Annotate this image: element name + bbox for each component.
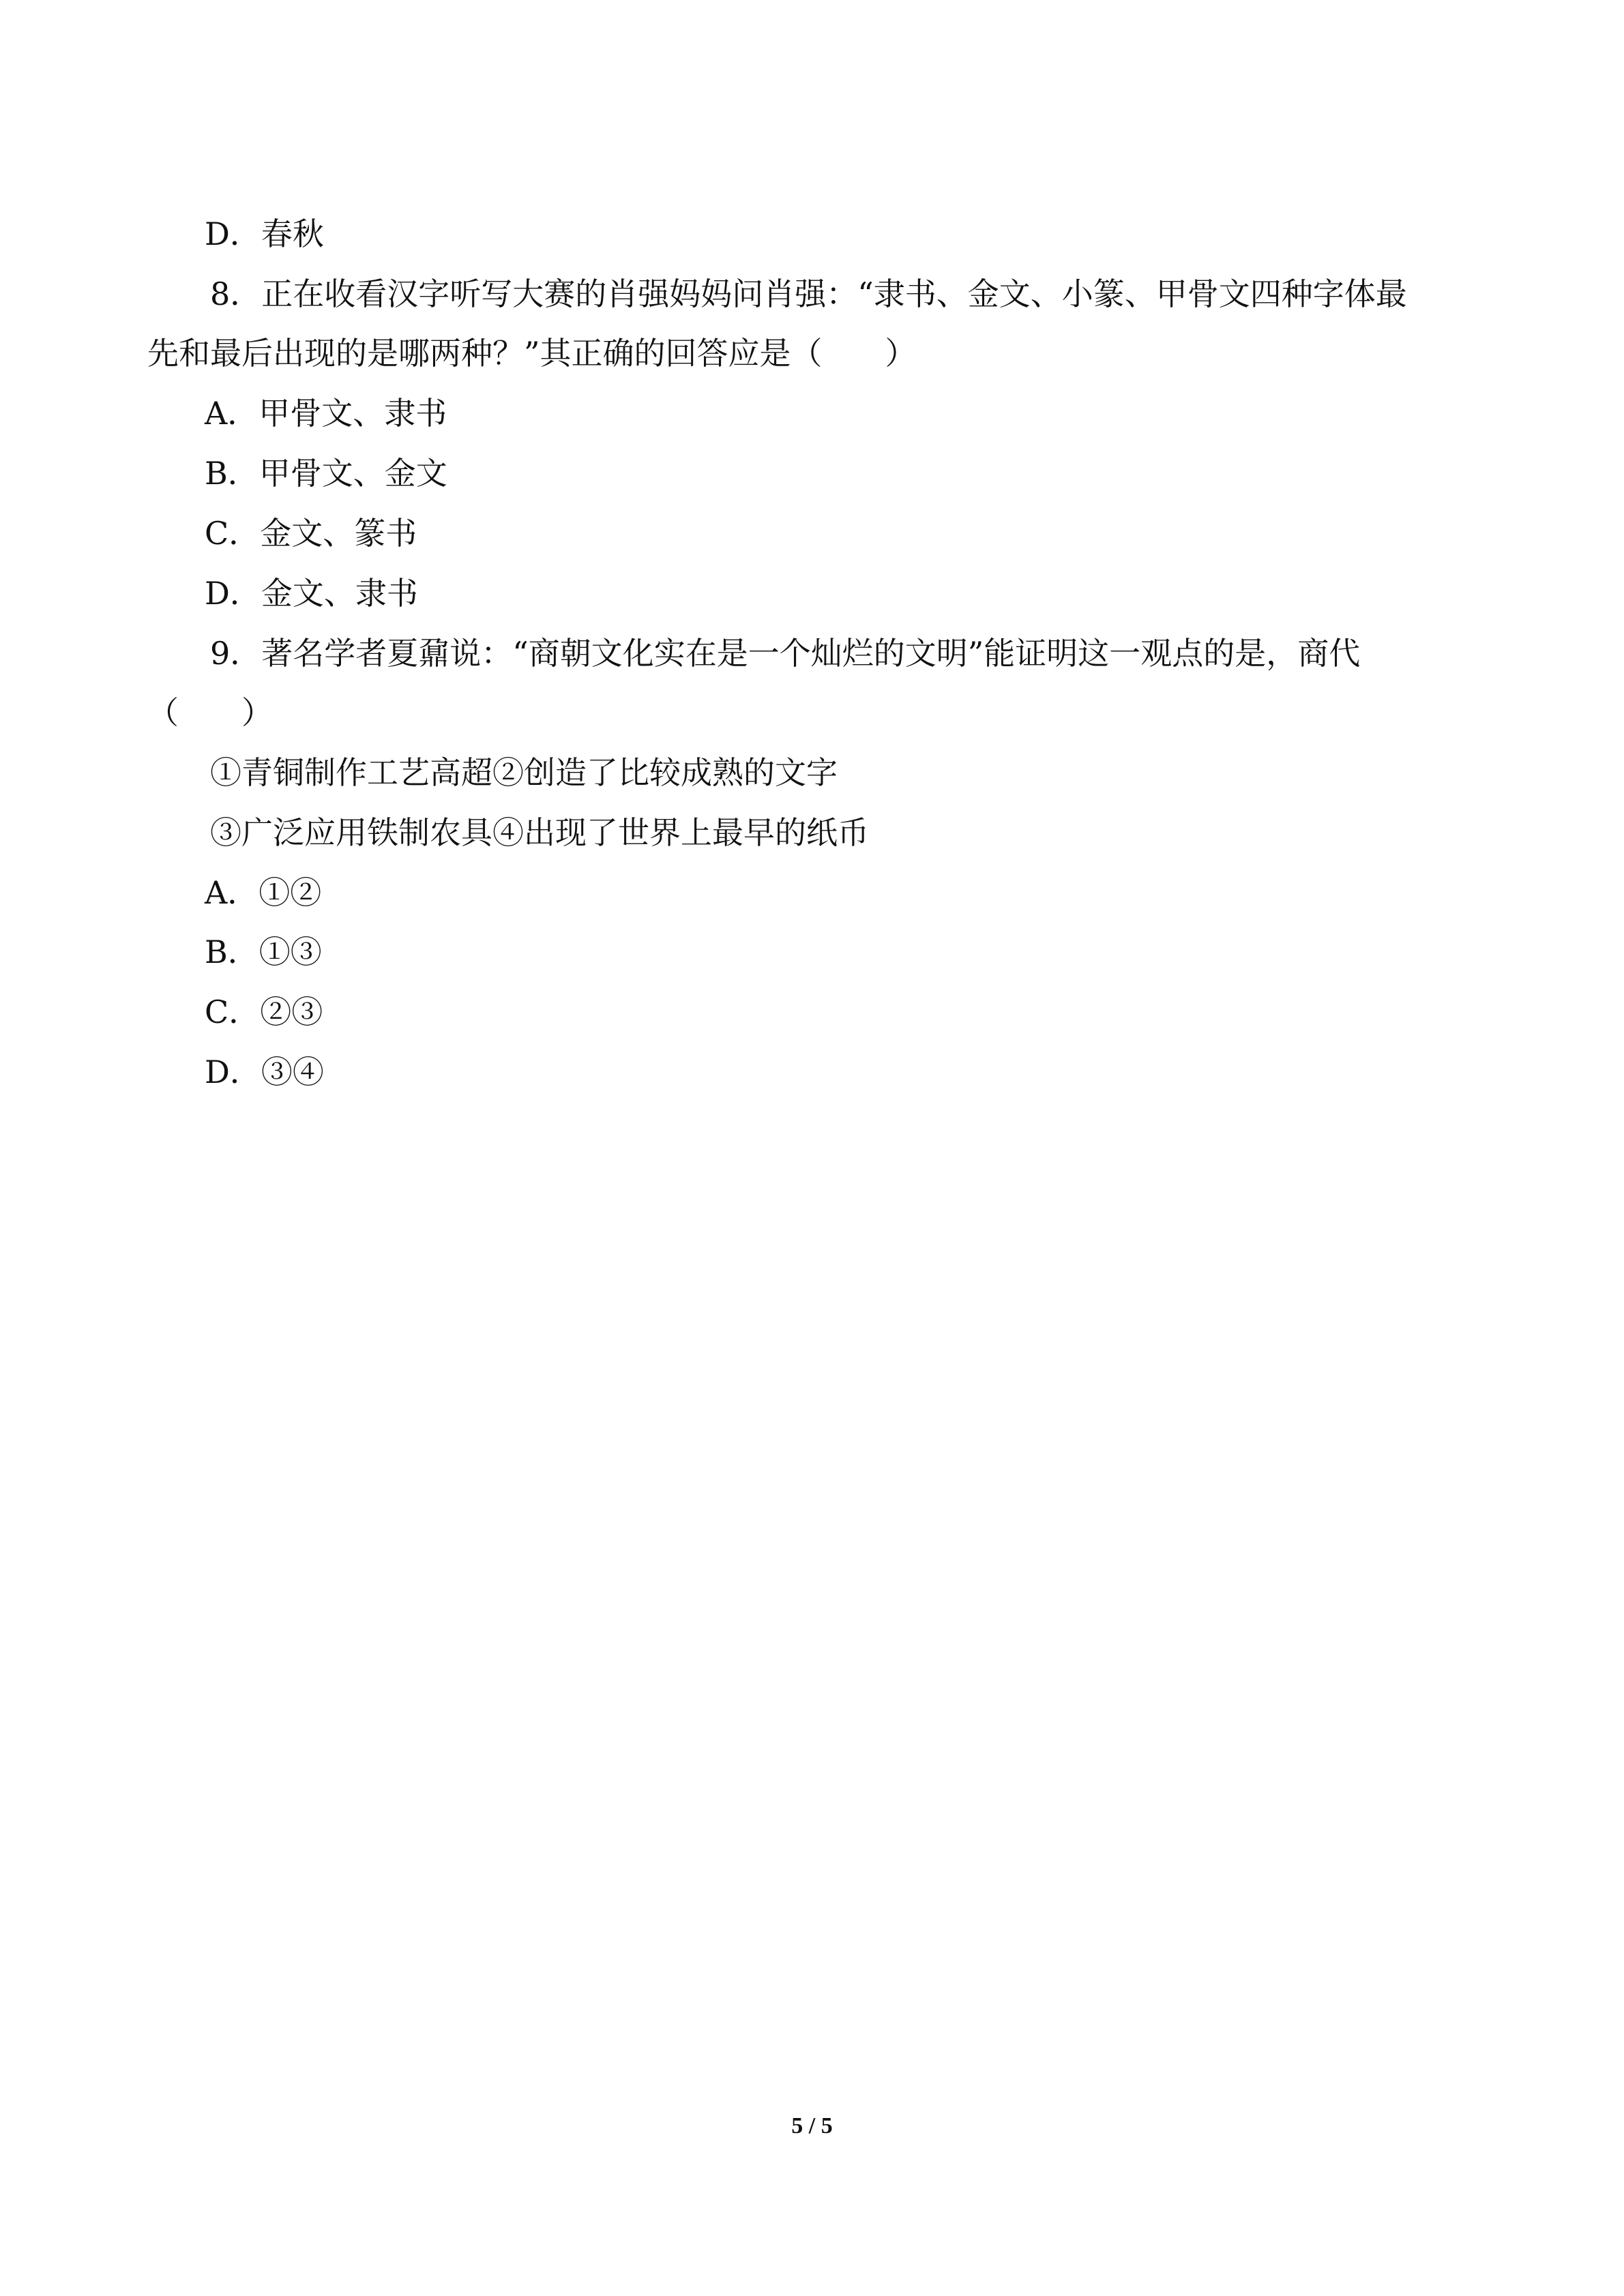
q9-option-b: B．①③ xyxy=(205,934,322,970)
q8-option-a: A．甲骨文、隶书 xyxy=(205,395,447,432)
q9-statement-line1: ①青铜制作工艺高超②创造了比较成熟的文字 xyxy=(210,754,838,791)
q7-option-d: D．春秋 xyxy=(205,215,324,252)
q8-stem-line2: 先和最后出现的是哪两种？”其正确的回答应是（ ） xyxy=(147,335,917,372)
q9-stem-line1: 9．著名学者夏鼐说：“商朝文化实在是一个灿烂的文明”能证明这一观点的是，商代 xyxy=(210,635,1361,672)
q9-stem-line2: （ ） xyxy=(147,694,273,731)
page-number: 5 / 5 xyxy=(791,2113,833,2138)
q9-option-c: C．②③ xyxy=(205,994,323,1030)
q8-option-b: B．甲骨文、金文 xyxy=(205,455,447,492)
q9-statement-line2: ③广泛应用铁制农具④出现了世界上最早的纸币 xyxy=(210,814,869,851)
q8-option-d: D．金文、隶书 xyxy=(205,575,418,612)
q8-option-c: C．金文、篆书 xyxy=(205,515,417,552)
q8-stem-line1: 8．正在收看汉字听写大赛的肖强妈妈问肖强：“隶书、金文、小篆、甲骨文四种字体最 xyxy=(210,275,1407,312)
q9-option-d: D．③④ xyxy=(205,1054,324,1090)
q9-option-a: A．①② xyxy=(205,874,322,911)
